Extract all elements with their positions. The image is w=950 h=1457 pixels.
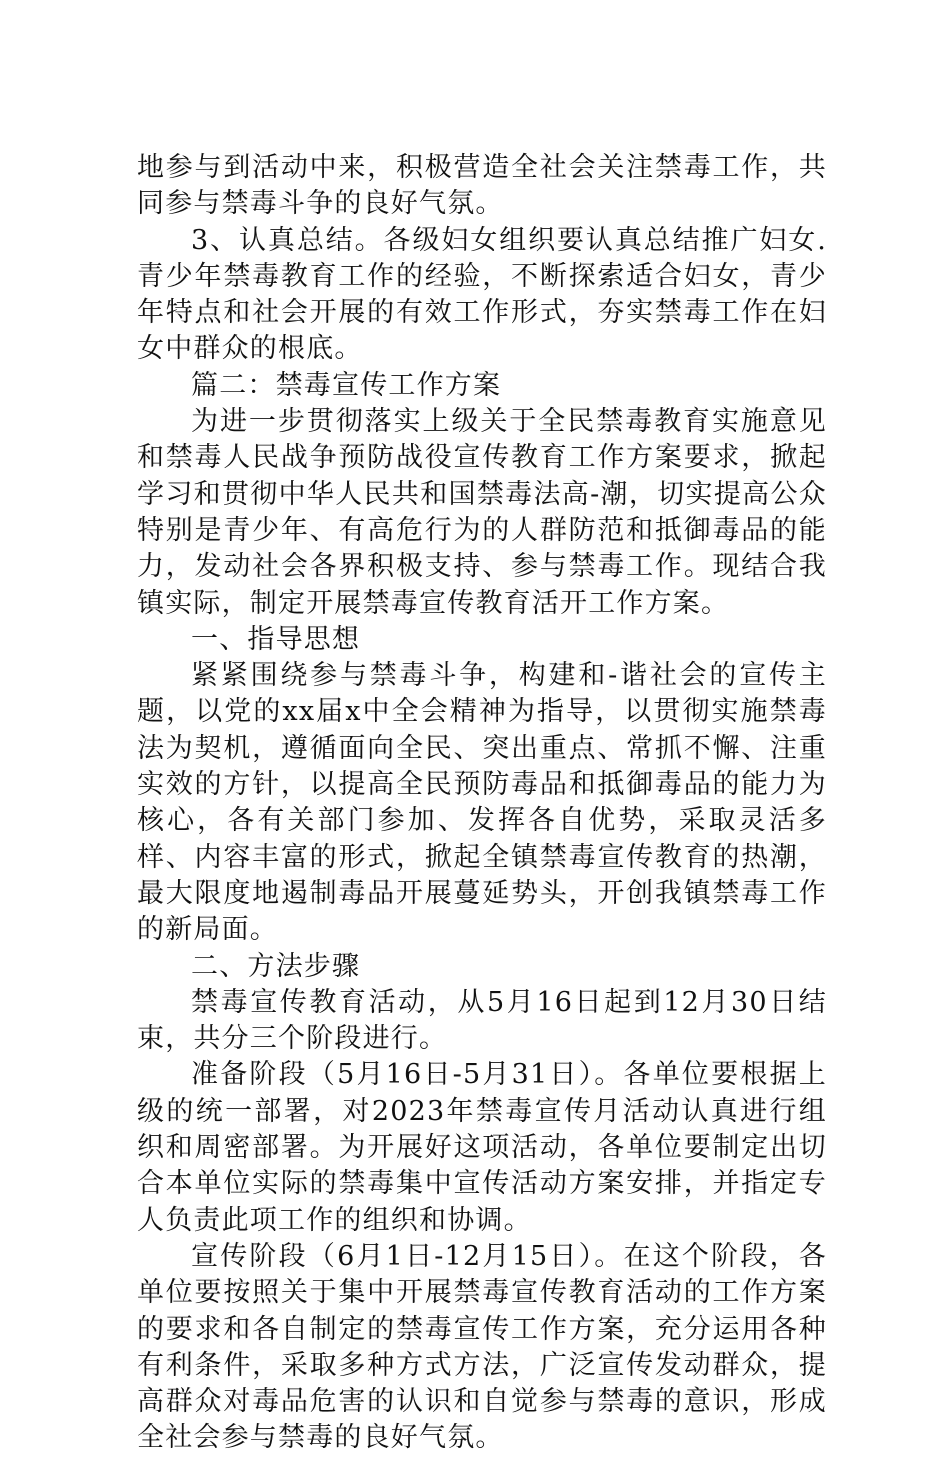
paragraph-guiding-thought: 紧紧围绕参与禁毒斗争，构建和-谐社会的宣传主题，以党的xx届x中全会精神为指导，以贯彻实施禁毒法为契机，遵循面向全民、突出重点、常抓不懈、注重实效的方针，以提高全民预防毒品和抵御毒品的能力为核心，各有关部门参加、发挥各自优势，采取灵活多样、内容丰富的形式，掀起全镇禁毒宣传教育的热潮，最大限度地遏制毒品开展蔓延势头，开创我镇禁毒工作的新局面。 <box>137 660 827 946</box>
heading-method-steps: 二、方法步骤 <box>191 950 361 982</box>
paragraph-preparation-stage: 准备阶段（5月16日-5月31日）。各单位要根据上级的统一部署，对2023年禁毒宣传月活动认真进行组织和周密部署。为开展好这项活动，各单位要制定出切合本单位实际的禁毒集中宣传活动方案安排，并指定专人负责此项工作的组织和协调。 <box>137 1059 827 1236</box>
paragraph-continuation: 地参与到活动中来，积极营造全社会关注禁毒工作，共同参与禁毒斗争的良好气氛。 <box>137 152 827 220</box>
document-body <box>137 150 827 1457</box>
paragraph-publicity-stage: 宣传阶段（6月1日-12月15日）。在这个阶段，各单位要按照关于集中开展禁毒宣传教育活动的工作方案的要求和各自制定的禁毒宣传工作方案，充分运用各种有利条件，采取多种方式方法，广泛宣传发动群众，提高群众对毒品危害的认识和自觉参与禁毒的意识，形成全社会参与禁毒的良好气氛。 <box>137 1240 827 1454</box>
paragraph-schedule: 禁毒宣传教育活动，从5月16日起到12月30日结束，共分三个阶段进行。 <box>137 986 827 1055</box>
paragraph-summary: 3、认真总结。各级妇女组织要认真总结推广妇女.青少年禁毒教育工作的经验，不断探索适合妇女，青少年特点和社会开展的有效工作形式，夯实禁毒工作在妇女中群众的根底。 <box>137 224 827 365</box>
paragraph-intro: 为进一步贯彻落实上级关于全民禁毒教育实施意见和禁毒人民战争预防战役宣传教育工作方案要求，掀起学习和贯彻中华人民共和国禁毒法高-潮，切实提高公众特别是青少年、有高危行为的人群防范和抵御毒品的能力，发动社会各界积极支持、参与禁毒工作。现结合我镇实际，制定开展禁毒宣传教育活开工作方案。 <box>137 406 827 619</box>
heading-guiding-thought: 一、指导思想 <box>191 623 361 655</box>
section-title-part-two: 篇二：禁毒宣传工作方案 <box>191 369 502 401</box>
